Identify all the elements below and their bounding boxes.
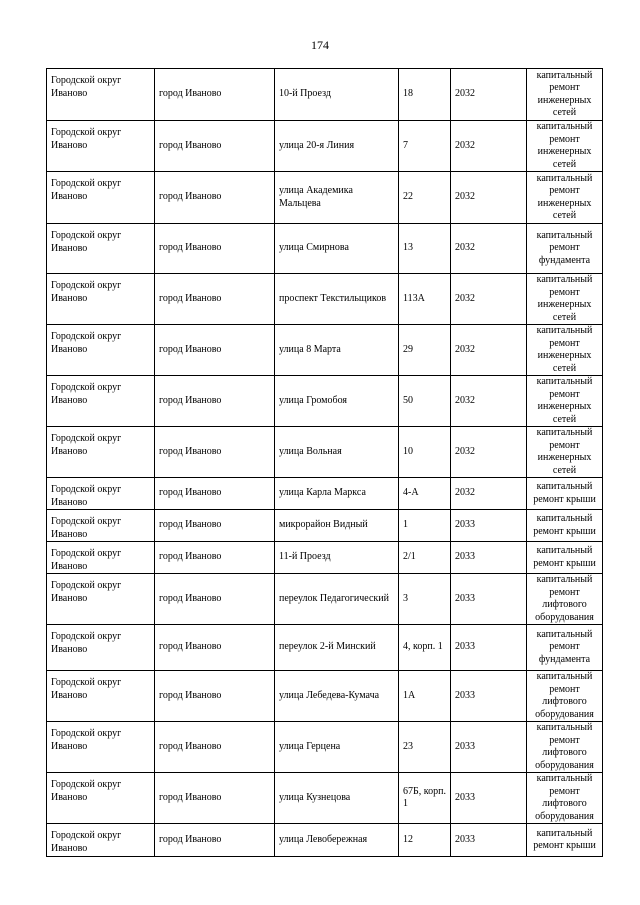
cell-street: 11-й Проезд [275,542,399,574]
cell-street: переулок 2-й Минский [275,625,399,671]
cell-municipality: Городской округ Иваново [47,510,155,542]
cell-house: 67Б, корп. 1 [399,773,451,824]
cell-work-type: капитальный ремонт фундамента [527,625,603,671]
table-body [47,69,603,857]
cell-municipality: Городской округ Иваново [47,325,155,376]
cell-locality: город Иваново [155,824,275,857]
cell-house: 50 [399,376,451,427]
cell-house: 3 [399,574,451,625]
cell-work-type: капитальный ремонт инженерных сетей [527,172,603,224]
cell-street: улица 20-я Линия [275,121,399,172]
cell-work-type: капитальный ремонт фундамента [527,224,603,274]
cell-locality: город Иваново [155,274,275,325]
table-row [47,274,603,325]
cell-year: 2033 [451,625,527,671]
cell-house: 10 [399,427,451,478]
table-row [47,574,603,625]
cell-street: 10-й Проезд [275,69,399,121]
cell-year: 2033 [451,510,527,542]
cell-work-type: капитальный ремонт лифтового оборудования [527,671,603,722]
table-row [47,542,603,574]
cell-municipality: Городской округ Иваново [47,172,155,224]
cell-work-type: капитальный ремонт инженерных сетей [527,69,603,121]
table-row [47,722,603,773]
table-row [47,325,603,376]
cell-year: 2032 [451,478,527,510]
cell-house: 13 [399,224,451,274]
table-row [47,376,603,427]
cell-locality: город Иваново [155,510,275,542]
cell-municipality: Городской округ Иваново [47,376,155,427]
cell-work-type: капитальный ремонт крыши [527,510,603,542]
cell-work-type: капитальный ремонт инженерных сетей [527,376,603,427]
cell-municipality: Городской округ Иваново [47,274,155,325]
cell-house: 7 [399,121,451,172]
cell-municipality: Городской округ Иваново [47,722,155,773]
cell-municipality: Городской округ Иваново [47,773,155,824]
table-row [47,625,603,671]
cell-work-type: капитальный ремонт крыши [527,478,603,510]
cell-locality: город Иваново [155,671,275,722]
cell-street: улица Лебедева-Кумача [275,671,399,722]
cell-house: 113А [399,274,451,325]
cell-street: улица 8 Марта [275,325,399,376]
cell-locality: город Иваново [155,625,275,671]
cell-year: 2032 [451,121,527,172]
cell-house: 2/1 [399,542,451,574]
cell-work-type: капитальный ремонт инженерных сетей [527,427,603,478]
cell-work-type: капитальный ремонт крыши [527,542,603,574]
cell-house: 12 [399,824,451,857]
table-row [47,510,603,542]
cell-house: 23 [399,722,451,773]
cell-year: 2033 [451,824,527,857]
cell-year: 2033 [451,542,527,574]
cell-work-type: капитальный ремонт инженерных сетей [527,121,603,172]
cell-work-type: капитальный ремонт крыши [527,824,603,857]
cell-locality: город Иваново [155,773,275,824]
cell-year: 2032 [451,172,527,224]
cell-year: 2032 [451,427,527,478]
cell-year: 2032 [451,224,527,274]
cell-municipality: Городской округ Иваново [47,542,155,574]
cell-locality: город Иваново [155,542,275,574]
cell-municipality: Городской округ Иваново [47,121,155,172]
table-row [47,224,603,274]
cell-year: 2033 [451,722,527,773]
table-row [47,69,603,121]
cell-street: улица Громобоя [275,376,399,427]
page-number: 174 [311,38,329,52]
cell-year: 2032 [451,325,527,376]
cell-year: 2032 [451,274,527,325]
cell-house: 29 [399,325,451,376]
cell-locality: город Иваново [155,574,275,625]
table-row [47,478,603,510]
table-row [47,773,603,824]
cell-street: улица Кузнецова [275,773,399,824]
cell-house: 4-А [399,478,451,510]
cell-house: 1А [399,671,451,722]
cell-work-type: капитальный ремонт лифтового оборудования [527,722,603,773]
cell-year: 2033 [451,574,527,625]
cell-year: 2033 [451,671,527,722]
cell-street: улица Академика Мальцева [275,172,399,224]
table-row [47,172,603,224]
cell-year: 2032 [451,69,527,121]
cell-year: 2033 [451,773,527,824]
cell-work-type: капитальный ремонт лифтового оборудования [527,773,603,824]
cell-locality: город Иваново [155,121,275,172]
cell-locality: город Иваново [155,69,275,121]
table-row [47,824,603,857]
table-row [47,427,603,478]
cell-municipality: Городской округ Иваново [47,69,155,121]
cell-municipality: Городской округ Иваново [47,478,155,510]
cell-house: 1 [399,510,451,542]
cell-street: улица Вольная [275,427,399,478]
cell-locality: город Иваново [155,224,275,274]
cell-house: 18 [399,69,451,121]
repair-schedule-table [46,68,603,857]
cell-locality: город Иваново [155,325,275,376]
cell-street: улица Левобережная [275,824,399,857]
cell-locality: город Иваново [155,172,275,224]
cell-street: улица Герцена [275,722,399,773]
cell-street: улица Смирнова [275,224,399,274]
cell-house: 4, корп. 1 [399,625,451,671]
cell-locality: город Иваново [155,427,275,478]
cell-locality: город Иваново [155,478,275,510]
cell-municipality: Городской округ Иваново [47,427,155,478]
table-row [47,121,603,172]
cell-street: проспект Текстильщиков [275,274,399,325]
cell-municipality: Городской округ Иваново [47,671,155,722]
cell-work-type: капитальный ремонт инженерных сетей [527,325,603,376]
table-row [47,671,603,722]
cell-locality: город Иваново [155,376,275,427]
cell-street: микрорайон Видный [275,510,399,542]
cell-municipality: Городской округ Иваново [47,224,155,274]
cell-street: переулок Педагогический [275,574,399,625]
cell-locality: город Иваново [155,722,275,773]
cell-municipality: Городской округ Иваново [47,574,155,625]
cell-municipality: Городской округ Иваново [47,824,155,857]
cell-municipality: Городской округ Иваново [47,625,155,671]
cell-work-type: капитальный ремонт инженерных сетей [527,274,603,325]
cell-house: 22 [399,172,451,224]
cell-street: улица Карла Маркса [275,478,399,510]
cell-work-type: капитальный ремонт лифтового оборудования [527,574,603,625]
cell-year: 2032 [451,376,527,427]
